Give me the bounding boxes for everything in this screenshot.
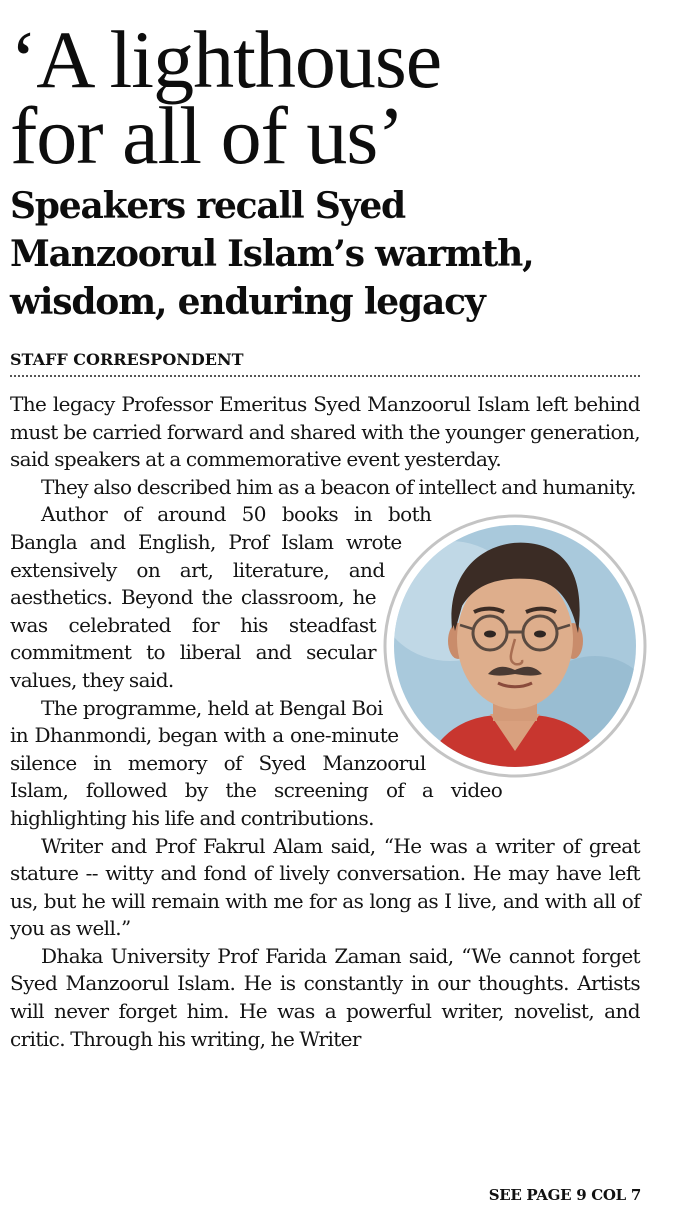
paragraph-5: Writer and Prof Fakrul Alam said, “He was a writer of great stature -- witty and fond of lively conversation. He may have left us, but he will remain with me for as long as I live, and with all of you as well.” bbox=[10, 833, 640, 941]
continuation-note: SEE PAGE 9 COL 7 bbox=[488, 1186, 641, 1204]
paragraph-3: Author of around 50 books in both Bangla and English, Prof Islam wrote extensively on art, literature, and aesthetics. Beyond the classroom, he was celebrated for his steadfast commitment to liberal and secular values, they said. bbox=[10, 502, 432, 692]
article-body bbox=[10, 391, 640, 1053]
paragraph-1: The legacy Professor Emeritus Syed Manzoorul Islam left behind must be carried forward and shared with the younger generation, said speakers at a commemorative event yesterday. bbox=[10, 392, 640, 472]
paragraph-2: They also described him as a beacon of intellect and humanity. bbox=[41, 474, 636, 499]
paragraph-6: Dhaka University Prof Farida Zaman said, “We cannot forget Syed Manzoorul Islam. He is constantly in our thoughts. Artists will never forget him. He was a powerful writer, novelist, and critic. Through his writing, he Writer bbox=[10, 943, 640, 1051]
headline-line-1: ‘A lighthouse bbox=[10, 14, 442, 105]
subheadline-line-3: wisdom, enduring legacy bbox=[10, 281, 485, 323]
headline-line-2: for all of us’ bbox=[10, 90, 404, 181]
article bbox=[10, 0, 640, 1053]
subheadline-line-2: Manzoorul Islam’s warmth, bbox=[10, 233, 534, 275]
byline: STAFF CORRESPONDENT bbox=[10, 350, 640, 377]
subheadline-line-1: Speakers recall Syed bbox=[10, 185, 406, 227]
subheadline bbox=[10, 182, 640, 326]
paragraph-4: The programme, held at Bengal Boi in Dhanmondi, began with a one-minute silence in memory of Syed Manzoorul Islam, followed by the screening of a video highlighting his life and contributions. bbox=[10, 695, 503, 830]
headline bbox=[10, 14, 640, 181]
portrait-illustration bbox=[380, 511, 650, 781]
